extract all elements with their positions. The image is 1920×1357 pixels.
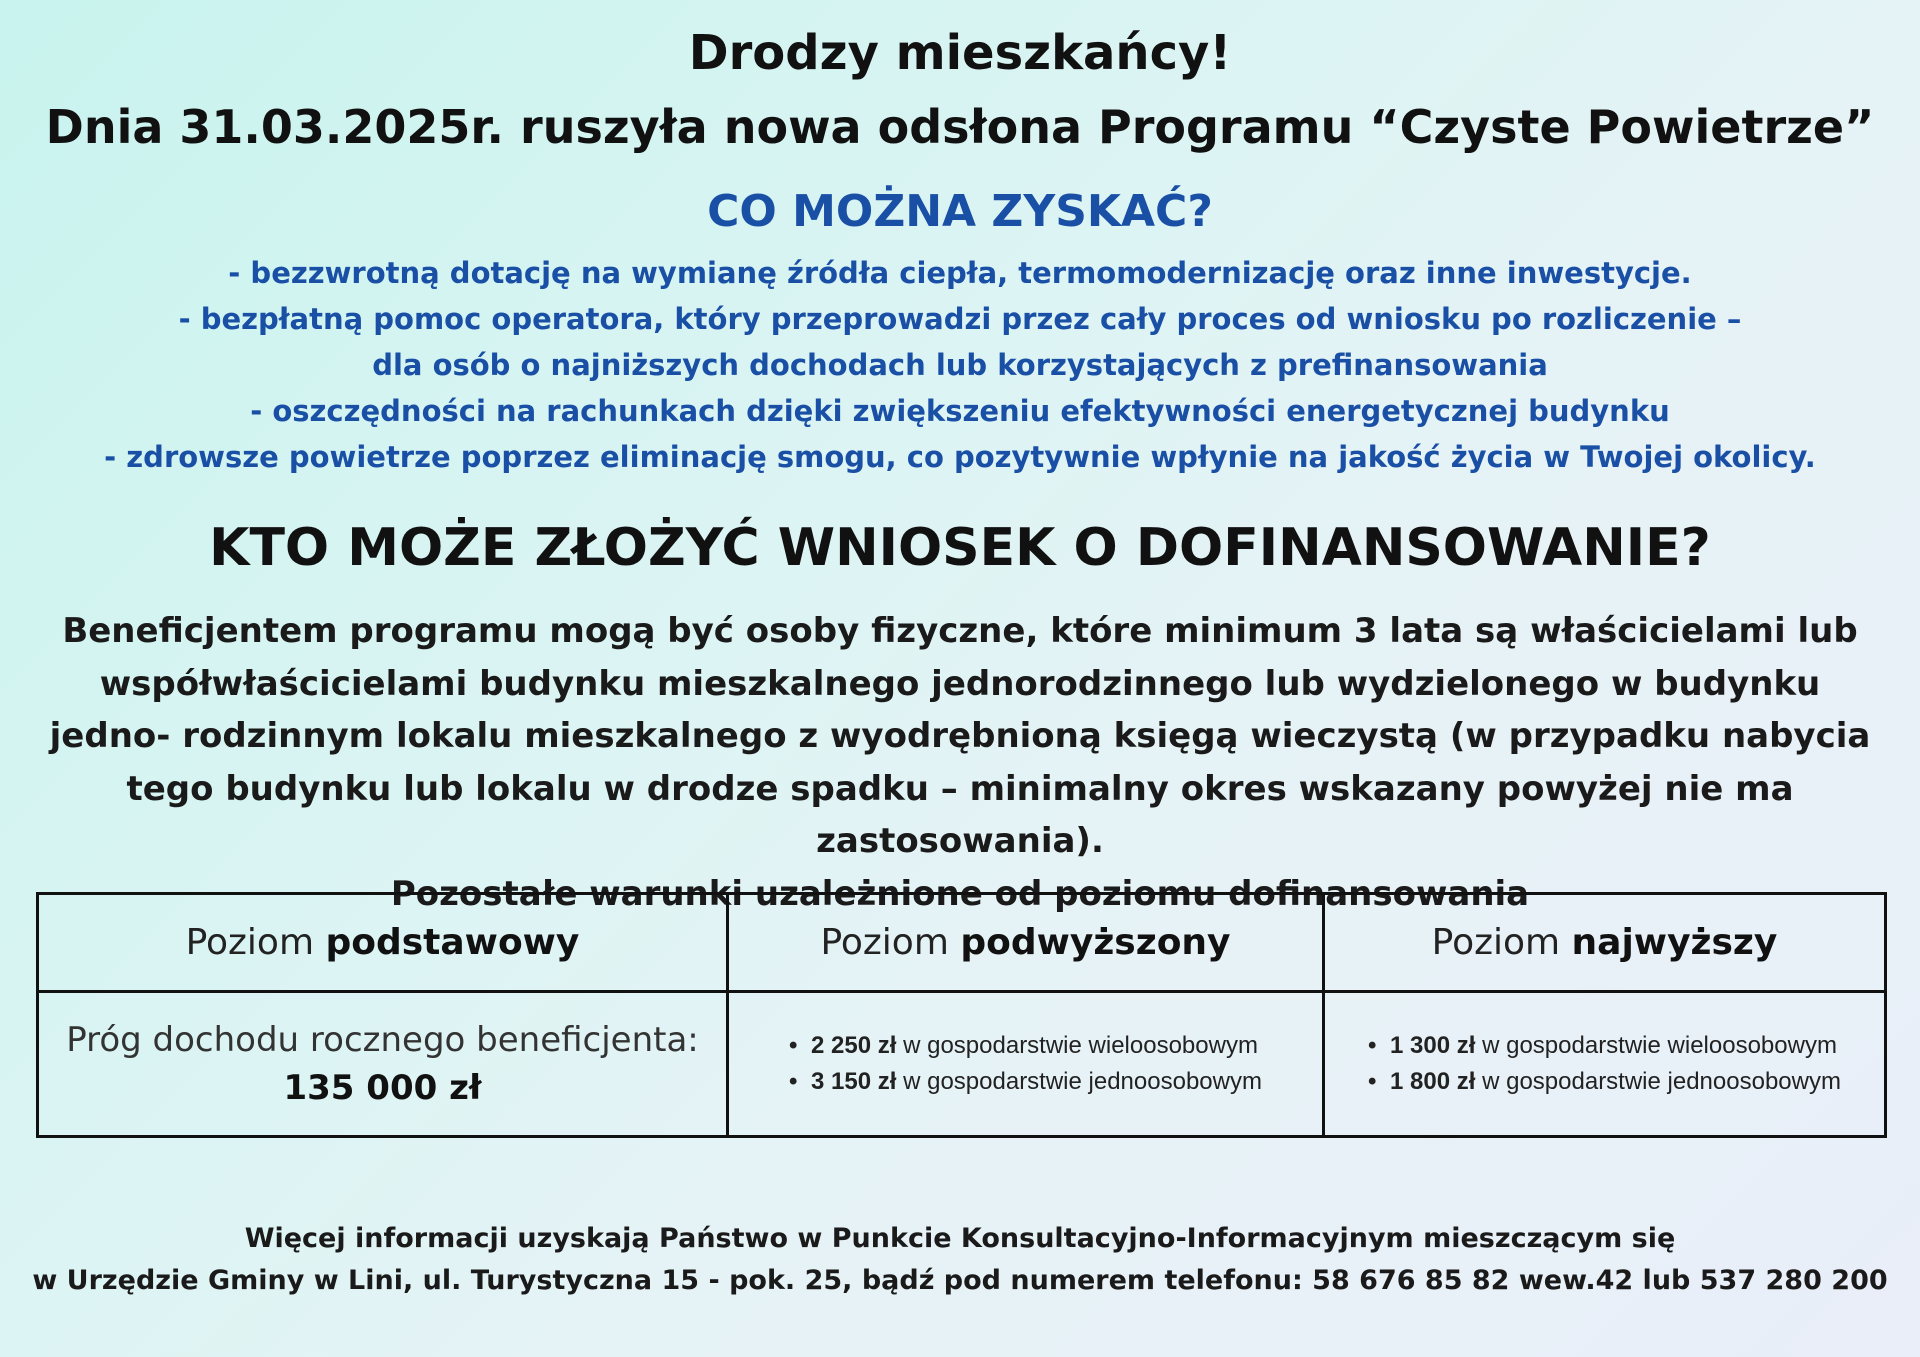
table-row (38, 992, 1886, 1137)
threshold-value: 135 000 zł (283, 1068, 482, 1108)
funding-levels-table (36, 892, 1887, 1138)
list-item (1368, 1028, 1841, 1064)
benefit-item: - bezpłatną pomoc operatora, który przeprowadzi przez cały proces od wniosku po rozliczenie – (178, 302, 1742, 336)
list-item (789, 1028, 1262, 1064)
household-type: w gospodarstwie wieloosobowym (1475, 1032, 1837, 1059)
level-prefix: Poziom (185, 922, 315, 963)
level-name: podwyższony (960, 922, 1231, 963)
household-type: w gospodarstwie jednoosobowym (896, 1068, 1262, 1095)
benefit-item: - zdrowsze powietrze poprzez eliminację smogu, co pozytywnie wpłynie na jakość życia w Twojej okolicy. (104, 440, 1816, 474)
list-item (789, 1064, 1262, 1100)
level-basic-cell (38, 992, 728, 1137)
household-type: w gospodarstwie jednoosobowym (1475, 1068, 1841, 1095)
income-amount: 2 250 zł (811, 1032, 897, 1059)
level-prefix: Poziom (820, 922, 949, 963)
footer-line: w Urzędzie Gminy w Lini, ul. Turystyczna 15 - pok. 25, bądź pod numerem telefonu: 58 676 85 82 wew.42 lub 537 280 200 (32, 1265, 1888, 1296)
income-amount: 3 150 zł (811, 1068, 897, 1095)
level-basic-header (38, 894, 728, 992)
level-increased-cell (728, 992, 1324, 1137)
eligibility-body: Beneficjentem programu mogą być osoby fizyczne, które minimum 3 lata są właścicielami lub współwłaścicielami budynku mieszkalnego jednorodzinnego lub wydzielonego w budynku jedno- rodzinnym lokalu mieszkalnego z wyodrębnioną księgą wieczystą (w przypadku nabycia tego budynku lub lokalu w drodze spadku – minimalny okres wskazany powyżej nie ma zastosowania). (49, 611, 1871, 861)
level-name: podstawowy (325, 922, 580, 963)
level-name: najwyższy (1571, 922, 1778, 963)
benefit-item: - bezzwrotną dotację na wymianę źródła ciepła, termomodernizację oraz inne inwestycje. (228, 256, 1692, 290)
level-prefix: Poziom (1431, 922, 1561, 963)
benefit-item: - oszczędności na rachunkach dzięki zwiększeniu efektywności energetycznej budynku (250, 394, 1670, 428)
household-type: w gospodarstwie wieloosobowym (896, 1032, 1258, 1059)
program-headline: Dnia 31.03.2025r. ruszyła nowa odsłona Programu “Czyste Powietrze” (45, 100, 1875, 154)
level-increased-header (728, 894, 1324, 992)
list-item (1368, 1064, 1841, 1100)
eligibility-title: KTO MOŻE ZŁOŻYĆ WNIOSEK O DOFINANSOWANIE? (209, 518, 1711, 578)
benefits-list (0, 250, 1920, 480)
level-highest-header (1324, 894, 1886, 992)
eligibility-section (40, 605, 1880, 920)
table-header-row (38, 894, 1886, 992)
level-highest-cell (1324, 992, 1886, 1137)
contact-footer (0, 1218, 1920, 1302)
greeting-heading: Drodzy mieszkańcy! (688, 25, 1232, 81)
benefit-item: dla osób o najniższych dochodach lub korzystających z prefinansowania (372, 348, 1548, 382)
income-limits-list (1368, 1028, 1841, 1100)
footer-line: Więcej informacji uzyskają Państwo w Punkcie Konsultacyjno-Informacyjnym mieszczącym się (244, 1223, 1676, 1254)
eligibility-conditions: Pozostałe warunki uzależnione od poziomu dofinansowania (390, 873, 1530, 914)
income-amount: 1 300 zł (1390, 1032, 1476, 1059)
benefits-title: CO MOŻNA ZYSKAĆ? (707, 186, 1213, 237)
income-amount: 1 800 zł (1390, 1068, 1476, 1095)
threshold-label: Próg dochodu rocznego beneficjenta: (66, 1020, 699, 1060)
income-limits-list (789, 1028, 1262, 1100)
